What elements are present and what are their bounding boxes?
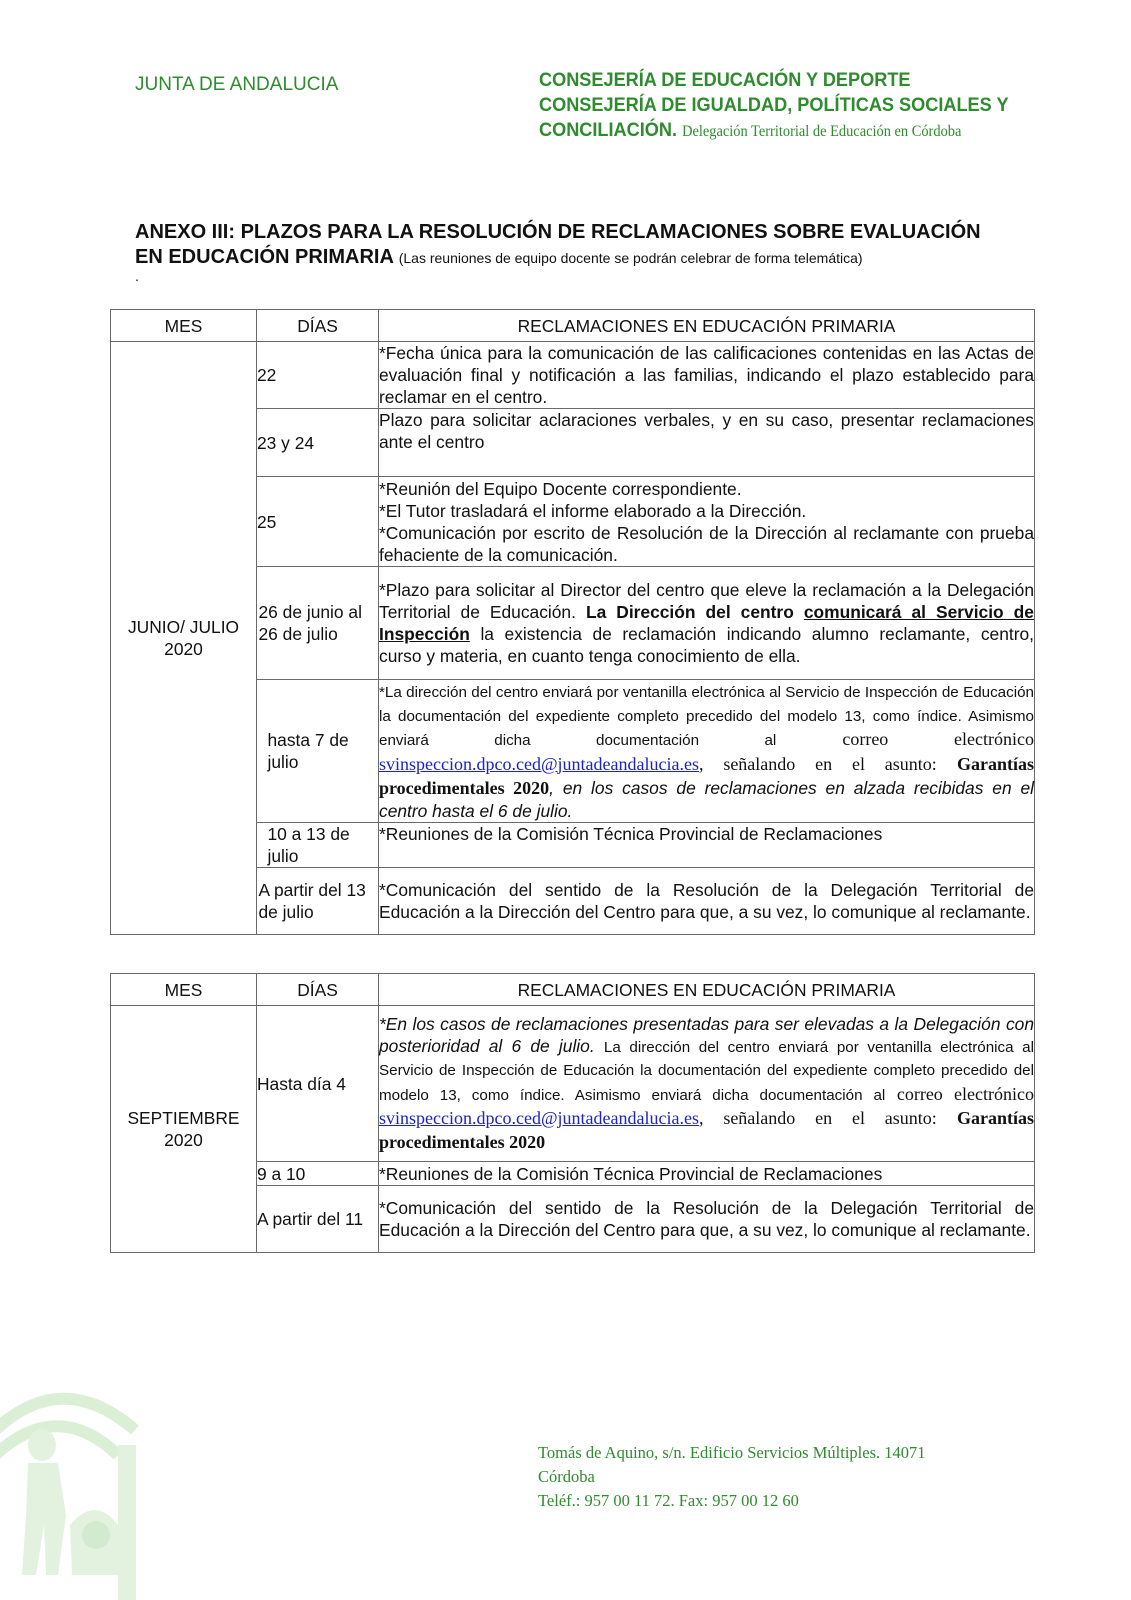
dias-label: A partir del 13 de julio	[258, 879, 366, 922]
reclamacion-cell	[379, 1006, 1035, 1162]
header-right	[539, 68, 1023, 144]
dias-cell: Hasta día 4	[257, 1006, 379, 1162]
dias-label: 26 de junio al 26 de julio	[258, 602, 362, 644]
dias-cell: 23 y 24	[257, 409, 379, 477]
footer-address	[538, 1441, 925, 1513]
italic-span: , en los casos de reclamaciones en alzada recibidas en el centro hasta el 6 de julio.	[379, 777, 1034, 821]
serif-span: , señalando en el asunto:	[698, 1108, 937, 1129]
text-span: *La dirección del centro enviará por ventanilla electrónica al Servicio de Inspección de Educación la documentación del expediente completo precedido del modelo 13, como índice. Asimismo enviará dicha documentación al	[379, 684, 1034, 749]
text-span: La dirección del centro enviará por ventanilla electrónica al Servicio de Inspección de Educación la documentación del expediente completo precedido del modelo 13, como índice. Asimismo enviará dicha documentación al	[379, 1038, 1035, 1104]
bold-span: Garantías procedimentales 2020	[379, 1108, 1034, 1153]
reclamacion-cell: *Comunicación del sentido de la Resolución de la Delegación Territorial de Educación a la Dirección del Centro para que, a su vez, lo comunique al reclamante.	[379, 867, 1035, 934]
header-dias: DÍAS	[257, 310, 379, 342]
footer-line-2: Córdoba	[538, 1467, 595, 1486]
title-line-1: ANEXO III: PLAZOS PARA LA RESOLUCIÓN DE RECLAMACIONES SOBRE EVALUACIÓN	[135, 221, 981, 243]
title-line-2: EN EDUCACIÓN PRIMARIA	[135, 246, 394, 268]
dias-cell: 22	[257, 342, 379, 409]
deadlines-table-june-july	[110, 309, 1035, 935]
dias-cell	[257, 680, 379, 823]
reclamacion-cell: *Reuniones de la Comisión Técnica Provincial de Reclamaciones	[379, 822, 1035, 867]
table-row	[111, 1006, 1035, 1162]
header-reclamaciones: RECLAMACIONES EN EDUCACIÓN PRIMARIA	[379, 974, 1035, 1006]
reclamacion-cell	[379, 567, 1035, 680]
reclamacion-cell: *Reuniones de la Comisión Técnica Provincial de Reclamaciones	[379, 1162, 1035, 1186]
consejeria-line-3-text: CONCILIACIÓN.	[539, 119, 678, 141]
footer-line-3: Teléf.: 957 00 11 72. Fax: 957 00 12 60	[538, 1491, 799, 1510]
text-line: *El Tutor trasladará el informe elaborado a la Dirección.	[379, 500, 807, 521]
table-header-row	[111, 310, 1035, 342]
reclamacion-cell: *Fecha única para la comunicación de las calificaciones contenidas en las Actas de evaluación final y notificación a las familias, indicando el plazo establecido para reclamar en el centro.	[379, 343, 1034, 407]
text-span: la existencia de reclamación indicando alumno reclamante, centro, curso y materia, en cuanto tenga conocimiento de ella.	[379, 624, 1034, 666]
dias-label: 10 a 13 de julio	[267, 823, 350, 866]
text-line: *Comunicación por escrito de Resolución de la Dirección al reclamante con prueba fehaciente de la comunicación.	[379, 522, 1034, 565]
mes-cell	[111, 1006, 257, 1253]
bold-underline-span: comunicará al Servicio de Inspección	[379, 602, 1034, 644]
serif-span: correo electrónico	[896, 1083, 1034, 1104]
mes-label: SEPTIEMBRE 2020	[127, 1108, 240, 1150]
header-dias: DÍAS	[257, 974, 379, 1006]
dias-cell	[257, 822, 379, 867]
mes-cell	[111, 342, 257, 935]
title-dot: .	[135, 268, 139, 284]
document-title	[135, 220, 1035, 271]
email-link[interactable]: svinspeccion.dpco.ced@juntadeandalucia.es	[379, 1108, 699, 1129]
email-link[interactable]: svinspeccion.dpco.ced@juntadeandalucia.es	[379, 753, 699, 774]
dias-cell	[257, 567, 379, 680]
consejeria-line-3	[539, 118, 1023, 144]
header-mes: MES	[111, 974, 257, 1006]
table-row	[111, 342, 1035, 409]
reclamacion-cell	[379, 477, 1035, 567]
reclamacion-cell: Plazo para solicitar aclaraciones verbales, y en su caso, presentar reclamaciones ante el centro	[379, 409, 1035, 477]
deadlines-table-september	[110, 973, 1035, 1253]
text-line: *Reunión del Equipo Docente correspondiente.	[379, 478, 742, 499]
mes-label: JUNIO/ JULIO 2020	[127, 616, 240, 659]
delegation-name: Delegación Territorial de Educación en Córdoba	[682, 123, 962, 140]
bold-span: La Dirección del centro	[585, 602, 794, 622]
header-reclamaciones: RECLAMACIONES EN EDUCACIÓN PRIMARIA	[379, 310, 1035, 342]
serif-span: correo electrónico	[842, 729, 1034, 749]
title-line-2-wrap	[135, 245, 1035, 271]
consejeria-line-2: CONSEJERÍA DE IGUALDAD, POLÍTICAS SOCIALES Y	[539, 94, 1009, 116]
header-mes: MES	[111, 310, 257, 342]
bold-span: Garantías procedimentales 2020	[379, 753, 1034, 798]
serif-span: , señalando en el asunto:	[698, 753, 937, 774]
reclamacion-cell	[379, 680, 1035, 823]
title-note: (Las reuniones de equipo docente se podrán celebrar de forma telemática)	[398, 250, 863, 266]
header-left: JUNTA DE ANDALUCIA	[135, 74, 339, 95]
text-span: *Plazo para solicitar al Director del centro que eleve la reclamación a la Delegación Territorial de Educación.	[379, 580, 1034, 622]
dias-label: hasta 7 de julio	[267, 729, 349, 772]
consejeria-line-1: CONSEJERÍA DE EDUCACIÓN Y DEPORTE	[539, 69, 911, 91]
dias-cell	[257, 867, 379, 934]
table-header-row	[111, 974, 1035, 1006]
dias-cell: 25	[257, 477, 379, 567]
footer-line-1: Tomás de Aquino, s/n. Edificio Servicios Múltiples. 14071	[538, 1443, 926, 1462]
junta-emblem-logo	[0, 1375, 140, 1600]
italic-span: *En los casos de reclamaciones presentadas para ser elevadas a la Delegación con posterioridad al 6 de julio.	[379, 1013, 1034, 1056]
reclamacion-cell: *Comunicación del sentido de la Resolución de la Delegación Territorial de Educación a la Dirección del Centro para que, a su vez, lo comunique al reclamante.	[379, 1186, 1035, 1253]
dias-cell: A partir del 11	[257, 1186, 379, 1253]
dias-cell: 9 a 10	[257, 1162, 379, 1186]
